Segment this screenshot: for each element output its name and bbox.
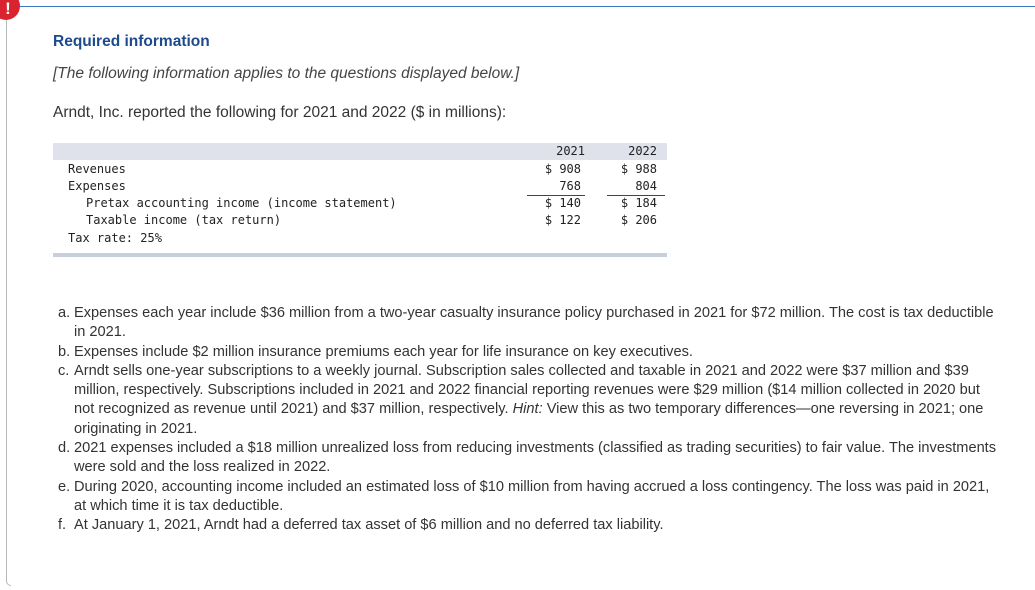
- item-text: Expenses include $2 million insurance premiums each year for life insurance on key executives.: [74, 343, 693, 360]
- list-item: [58, 478, 998, 517]
- info-note: [The following information applies to the questions displayed below.]: [53, 65, 520, 82]
- row-label-taxable-income: Taxable income (tax return): [86, 213, 282, 227]
- item-text: 2021 expenses included a $18 million unrealized loss from reducing investments (classified as trading securities) to fair value. The investments were sold and the loss realized in 2022.: [74, 440, 997, 476]
- item-marker: f.: [58, 517, 67, 534]
- list-item: [58, 516, 998, 535]
- cell-pretax-2021: $ 140: [544, 196, 581, 210]
- tax-rate-label: Tax rate: 25%: [68, 231, 162, 245]
- table-bottom-band: [53, 253, 667, 257]
- list-item: [58, 343, 998, 362]
- list-item: [58, 362, 998, 439]
- information-list: [58, 304, 998, 536]
- cell-revenues-2021: $ 908: [544, 162, 581, 176]
- alert-icon: !: [0, 0, 20, 20]
- list-item: [58, 304, 998, 343]
- intro-text: Arndt, Inc. reported the following for 2021 and 2022 ($ in millions):: [53, 104, 507, 121]
- financial-table: [53, 143, 667, 256]
- cell-taxable-2022: $ 206: [620, 213, 657, 227]
- item-marker: e.: [58, 478, 71, 495]
- cell-taxable-2021: $ 122: [544, 213, 581, 227]
- item-text: Expenses each year include $36 million from a two-year casualty insurance policy purchased in 2021 for $72 million. The cost is tax deductible in 2021.: [74, 305, 994, 341]
- item-text: Arndt sells one-year subscriptions to a weekly journal. Subscription sales collected and taxable in 2021 and 2022 were $37 million and $39 million, respectively. Subscriptions included in 2021 and 2022 financial reporting revenues were $29 million ($14 million collected in 2020 but not recognized as revenue until 2021) and $37 million, respectively.: [74, 362, 980, 418]
- hint-text: View this as two temporary differences—one reversing in 2021; one originating in 2021.: [74, 401, 984, 437]
- cell-pretax-2022: $ 184: [620, 196, 657, 210]
- frame-top-border: [10, 6, 1035, 7]
- item-marker: d.: [58, 440, 71, 457]
- frame-left-border: [6, 12, 11, 586]
- item-marker: a.: [58, 305, 71, 321]
- cell-expenses-2022: 804: [635, 179, 657, 193]
- row-label-revenues: Revenues: [68, 162, 126, 176]
- row-label-expenses: Expenses: [68, 179, 126, 193]
- item-marker: c.: [58, 362, 70, 379]
- hint-label: Hint:: [512, 401, 543, 418]
- list-item: [58, 439, 998, 478]
- item-marker: b.: [58, 343, 71, 360]
- page-title: Required information: [53, 33, 210, 50]
- column-header-2022: 2022: [628, 144, 657, 158]
- item-text: At January 1, 2021, Arndt had a deferred tax asset of $6 million and no deferred tax liability.: [74, 517, 664, 534]
- column-header-2021: 2021: [556, 144, 585, 158]
- item-text: During 2020, accounting income included an estimated loss of $10 million from having accrued a loss contingency. The loss was paid in 2021, at which time it is tax deductible.: [74, 478, 990, 514]
- cell-revenues-2022: $ 988: [620, 162, 657, 176]
- cell-expenses-2021: 768: [559, 179, 581, 193]
- row-label-pretax-income: Pretax accounting income (income statement): [86, 196, 397, 210]
